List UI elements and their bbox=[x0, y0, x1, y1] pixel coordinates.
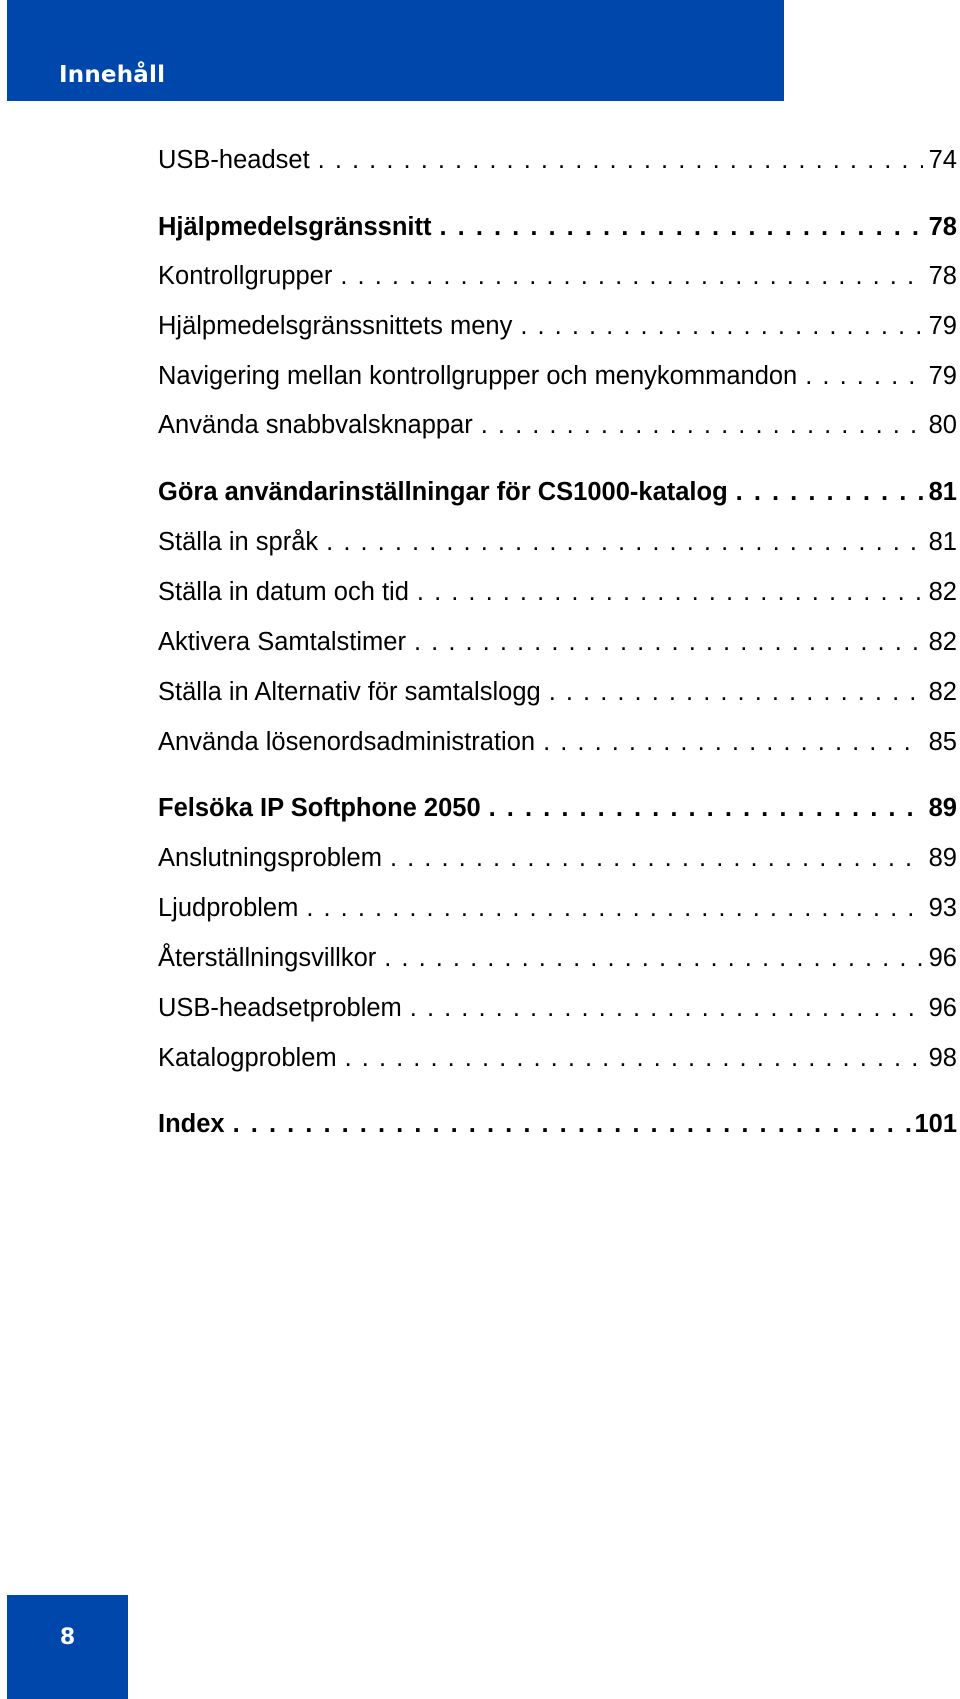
toc-entry-title: Aktivera Samtalstimer bbox=[158, 628, 406, 656]
toc-entry-page: 85 bbox=[928, 728, 957, 756]
toc-entry-page: 93 bbox=[928, 894, 957, 922]
toc-entry-page: 81 bbox=[928, 478, 957, 506]
dot-leader bbox=[310, 142, 923, 178]
toc-entry[interactable] bbox=[158, 574, 957, 610]
toc-entry-title: Hjälpmedelsgränssnittets meny bbox=[158, 312, 513, 340]
dot-leader bbox=[376, 940, 923, 976]
dot-leader bbox=[541, 674, 923, 710]
toc-entry-page: 101 bbox=[914, 1110, 957, 1138]
toc-entry-page: 96 bbox=[928, 944, 957, 972]
toc-entry-page: 74 bbox=[928, 146, 957, 174]
dot-leader bbox=[382, 840, 923, 876]
toc-entry[interactable] bbox=[158, 358, 957, 394]
toc-section-entry[interactable] bbox=[158, 474, 957, 510]
toc-entry-page: 79 bbox=[928, 312, 957, 340]
dot-leader bbox=[512, 308, 923, 344]
dot-leader bbox=[402, 990, 923, 1026]
page-title: Innehåll bbox=[59, 62, 166, 88]
toc-entry-page: 82 bbox=[928, 578, 957, 606]
toc-entry[interactable] bbox=[158, 624, 957, 660]
toc-entry-title: Navigering mellan kontrollgrupper och menykommandon bbox=[158, 362, 798, 390]
dot-leader bbox=[298, 890, 923, 926]
dot-leader bbox=[797, 358, 923, 394]
toc-section-entry[interactable] bbox=[158, 1106, 957, 1142]
dot-leader bbox=[332, 258, 923, 294]
toc-entry-title: Ställa in språk bbox=[158, 528, 319, 556]
toc-entry-title: Anslutningsproblem bbox=[158, 844, 382, 872]
toc-entry-title: Återställningsvillkor bbox=[158, 944, 377, 972]
toc-entry[interactable] bbox=[158, 674, 957, 710]
toc-entry-title: Ställa in datum och tid bbox=[158, 578, 409, 606]
dot-leader bbox=[318, 524, 923, 560]
toc-entry[interactable] bbox=[158, 990, 957, 1026]
toc-entry-title: Katalogproblem bbox=[158, 1044, 337, 1072]
page-number: 8 bbox=[59, 1625, 76, 1650]
toc-entry[interactable] bbox=[158, 1040, 957, 1076]
toc-section-entry[interactable] bbox=[158, 209, 957, 245]
toc-entry-title: USB-headsetproblem bbox=[158, 994, 402, 1022]
page-number-box bbox=[7, 1595, 128, 1699]
toc-entry-page: 81 bbox=[928, 528, 957, 556]
toc-entry-title: Ställa in Alternativ för samtalslogg bbox=[158, 678, 541, 706]
header-band bbox=[7, 0, 784, 101]
toc-entry[interactable] bbox=[158, 940, 957, 976]
toc-entry-page: 78 bbox=[928, 262, 957, 290]
toc-entry-title: Göra användarinställningar för CS1000-katalog bbox=[158, 478, 728, 506]
dot-leader bbox=[473, 407, 923, 443]
toc-entry[interactable] bbox=[158, 524, 957, 560]
toc-entry-title: Använda lösenordsadministration bbox=[158, 728, 536, 756]
dot-leader bbox=[225, 1106, 915, 1142]
toc-entry[interactable] bbox=[158, 308, 957, 344]
toc-entry-page: 96 bbox=[928, 994, 957, 1022]
toc-section-entry[interactable] bbox=[158, 790, 957, 826]
toc-entry-title: USB-headset bbox=[158, 146, 310, 174]
toc-entry-page: 89 bbox=[928, 794, 957, 822]
dot-leader bbox=[535, 724, 923, 760]
dot-leader bbox=[406, 624, 923, 660]
dot-leader bbox=[432, 209, 924, 245]
toc-entry-page: 82 bbox=[928, 678, 957, 706]
toc-entry-title: Kontrollgrupper bbox=[158, 262, 333, 290]
toc-entry-title: Ljudproblem bbox=[158, 894, 299, 922]
toc-entry-title: Index bbox=[158, 1110, 225, 1138]
toc-entry[interactable] bbox=[158, 142, 957, 178]
dot-leader bbox=[728, 474, 923, 510]
dot-leader bbox=[409, 574, 923, 610]
toc-entry-page: 80 bbox=[928, 411, 957, 439]
toc-entry[interactable] bbox=[158, 407, 957, 443]
toc-entry-page: 78 bbox=[928, 213, 957, 241]
toc-entry-page: 79 bbox=[928, 362, 957, 390]
toc-entry-title: Använda snabbvalsknappar bbox=[158, 411, 473, 439]
dot-leader bbox=[481, 790, 923, 826]
toc-entry[interactable] bbox=[158, 890, 957, 926]
toc-entry-page: 89 bbox=[928, 844, 957, 872]
toc-entry[interactable] bbox=[158, 724, 957, 760]
toc-entry[interactable] bbox=[158, 258, 957, 294]
toc-entry[interactable] bbox=[158, 840, 957, 876]
toc-entry-page: 82 bbox=[928, 628, 957, 656]
toc-entry-title: Hjälpmedelsgränssnitt bbox=[158, 213, 432, 241]
toc-entry-title: Felsöka IP Softphone 2050 bbox=[158, 794, 481, 822]
dot-leader bbox=[337, 1040, 923, 1076]
toc-entry-page: 98 bbox=[928, 1044, 957, 1072]
